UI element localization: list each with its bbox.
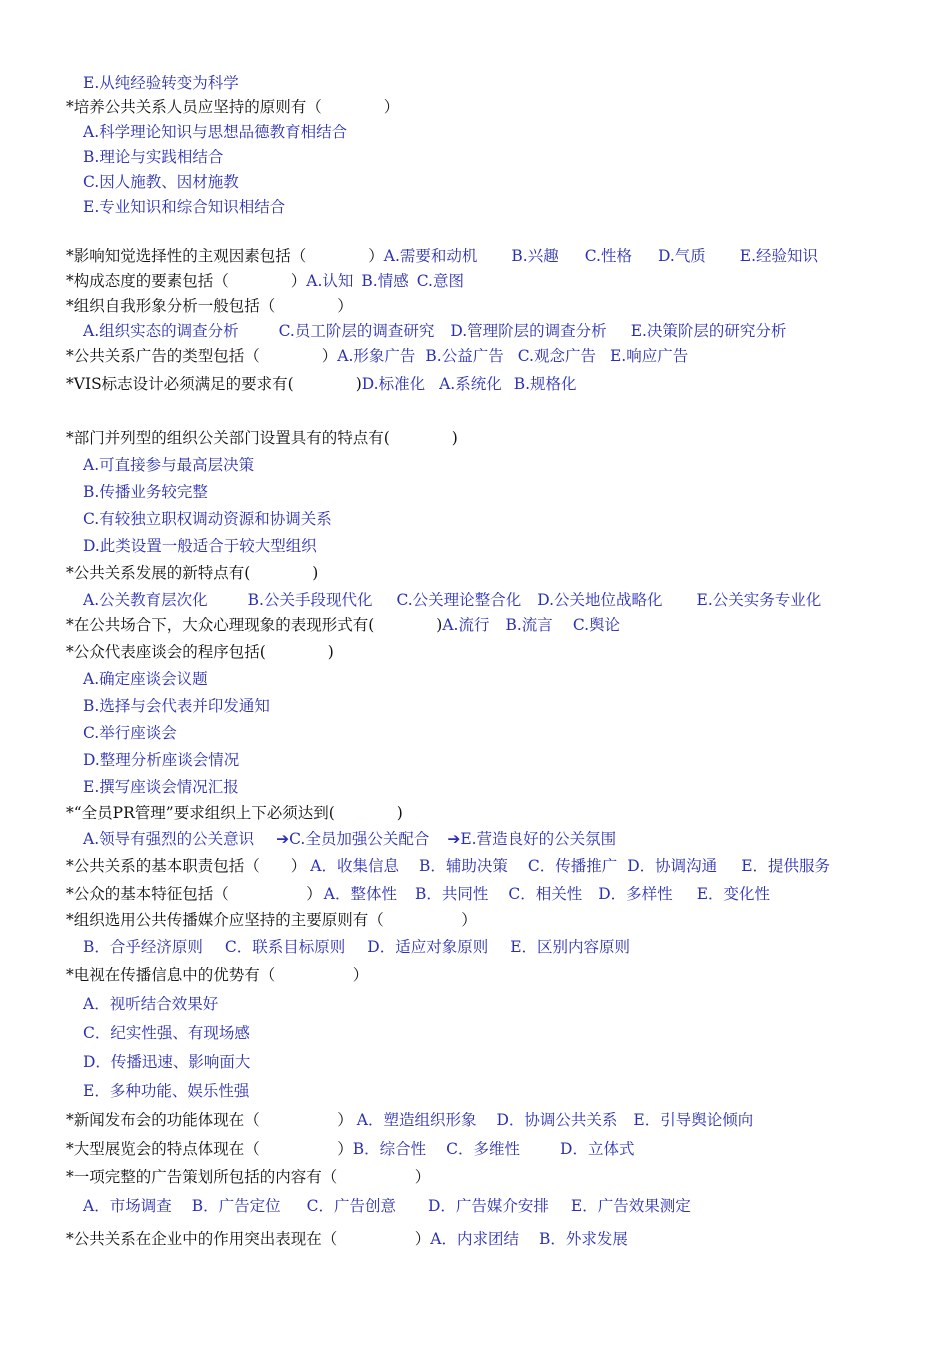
answer-option: A.可直接参与最高层决策 [83, 456, 255, 474]
question-text: *构成态度的要素包括（ ） [66, 272, 307, 290]
text-line [83, 509, 332, 529]
answer-option: E．引导舆论倾向 [633, 1111, 754, 1129]
answer-option: A.确定座谈会议题 [83, 670, 208, 688]
answer-option: A.公关教育层次化 [83, 591, 208, 609]
text-line [83, 723, 177, 743]
text-line [83, 750, 239, 770]
answer-option: E．变化性 [696, 885, 771, 903]
question-text: *在公共场合下，大众心理现象的表现形式有( ) [66, 616, 443, 634]
question-text: *公共关系在企业中的作用突出表现在（ ） [66, 1230, 431, 1248]
question-text: *“全员PR管理”要求组织上下必须达到( ) [66, 804, 403, 822]
answer-option: E.公关实务专业化 [696, 591, 822, 609]
text-line [83, 147, 223, 167]
text-line [83, 937, 630, 957]
answer-option: C．联系目标原则 [224, 938, 346, 956]
question-text: *公共关系发展的新特点有( ) [66, 564, 319, 582]
text-line [66, 271, 464, 291]
text-line [83, 536, 317, 556]
text-line [83, 122, 347, 142]
answer-option: B.兴趣 [511, 247, 559, 265]
text-line [83, 73, 239, 93]
text-line [66, 296, 353, 316]
text-line [66, 346, 688, 366]
text-line [66, 246, 818, 266]
answer-option: D．广告媒介安排 [427, 1197, 549, 1215]
answer-option: B.情感 [361, 272, 409, 290]
answer-option: C.公关理论整合化 [396, 591, 522, 609]
question-text: *公众的基本特征包括（ ） [66, 885, 322, 903]
answer-option: E．多种功能、娱乐性强 [83, 1082, 250, 1100]
answer-option: A.形象广告 [337, 347, 416, 365]
answer-option: B.理论与实践相结合 [83, 148, 224, 166]
answer-option: E.决策阶层的研究分析 [630, 322, 787, 340]
answer-option: A．市场调查 [83, 1197, 172, 1215]
answer-option: A.科学理论知识与思想品德教育相结合 [83, 123, 348, 141]
question-text: *公共关系广告的类型包括（ ） [66, 347, 338, 365]
answer-option: D．立体式 [560, 1140, 635, 1158]
text-line [66, 803, 403, 823]
answer-option: A.组织实态的调查分析 [83, 322, 239, 340]
answer-option: D.管理阶层的调查分析 [450, 322, 607, 340]
answer-option: B．广告定位 [191, 1197, 281, 1215]
answer-option: B.公关手段现代化 [247, 591, 373, 609]
answer-option: C．传播推广 [527, 857, 618, 875]
answer-option: C.舆论 [572, 616, 621, 634]
answer-option: B.规格化 [513, 375, 577, 393]
answer-option: A．收集信息 [310, 857, 399, 875]
answer-option: B．综合性 [352, 1140, 427, 1158]
answer-option: E．广告效果测定 [570, 1197, 691, 1215]
text-line [83, 455, 254, 475]
answer-option: B．合乎经济原则 [83, 938, 203, 956]
answer-option: A.系统化 [439, 375, 502, 393]
answer-option: E.经验知识 [739, 247, 819, 265]
text-line [83, 1023, 250, 1043]
answer-option: A．整体性 [323, 885, 397, 903]
answer-option: C.因人施教、因材施教 [83, 173, 239, 191]
answer-option: C.观念广告 [517, 347, 596, 365]
answer-option: C．多维性 [446, 1140, 521, 1158]
question-text: *大型展览会的特点体现在（ ） [66, 1140, 353, 1158]
text-line [66, 910, 477, 930]
text-line [83, 696, 270, 716]
text-line [83, 777, 239, 797]
text-line [66, 884, 770, 904]
question-text: *组织选用公共传播媒介应坚持的主要原则有（ ） [66, 911, 477, 929]
answer-option: C.举行座谈会 [83, 724, 177, 742]
answer-option: A.认知 [306, 272, 354, 290]
answer-option: B.流言 [505, 616, 553, 634]
answer-option: D．适应对象原则 [367, 938, 489, 956]
text-line [83, 482, 208, 502]
question-text: *公众代表座谈会的程序包括( ) [66, 643, 334, 661]
text-line [66, 1110, 753, 1130]
answer-option: D．协调公共关系 [496, 1111, 618, 1129]
answer-option: A．视听结合效果好 [83, 995, 219, 1013]
answer-option: B.传播业务较完整 [83, 483, 208, 501]
answer-option: B.选择与会代表并印发通知 [83, 697, 270, 715]
answer-option: ➔C.全员加强公关配合 [276, 830, 430, 848]
text-line [83, 669, 208, 689]
question-text: *培养公共关系人员应坚持的原则有（ ） [66, 98, 400, 116]
answer-option: A.需要和动机 [383, 247, 478, 265]
answer-option: B．共同性 [414, 885, 489, 903]
answer-option: ➔E.营造良好的公关氛围 [447, 830, 617, 848]
text-line [66, 1167, 430, 1187]
answer-option: E．提供服务 [741, 857, 831, 875]
answer-option: D.气质 [657, 247, 706, 265]
answer-option: C．广告创意 [306, 1197, 396, 1215]
text-line [83, 1081, 249, 1101]
answer-option: A.领导有强烈的公关意识 [83, 830, 255, 848]
answer-option: D．协调沟通 [627, 857, 718, 875]
answer-option: E.撰写座谈会情况汇报 [83, 778, 239, 796]
text-line [66, 642, 334, 662]
text-line [83, 1052, 250, 1072]
text-line [66, 428, 458, 448]
text-line [66, 856, 830, 876]
text-line [83, 829, 616, 849]
answer-option: C．相关性 [508, 885, 583, 903]
text-line [83, 994, 218, 1014]
answer-option: C.性格 [584, 247, 632, 265]
text-line [66, 1139, 634, 1159]
answer-option: B．辅助决策 [418, 857, 508, 875]
answer-option: D．多样性 [598, 885, 673, 903]
answer-option: B．外求发展 [538, 1230, 628, 1248]
text-line [83, 172, 239, 192]
question-text: *新闻发布会的功能体现在（ ） [66, 1111, 353, 1129]
text-line [66, 563, 318, 583]
answer-option: C.员工阶层的调查研究 [278, 322, 435, 340]
answer-option: D.整理分析座谈会情况 [83, 751, 240, 769]
answer-option: D.此类设置一般适合于较大型组织 [83, 537, 317, 555]
text-line [66, 1229, 628, 1249]
text-line [83, 321, 786, 341]
question-text: *部门并列型的组织公关部门设置具有的特点有( ) [66, 429, 458, 447]
answer-option: D.标准化 [361, 375, 426, 393]
answer-option: E.专业知识和综合知识相结合 [83, 198, 286, 216]
text-line [83, 590, 821, 610]
question-text: *影响知觉选择性的主观因素包括（ ） [66, 247, 384, 265]
text-line [66, 965, 368, 985]
text-line [66, 374, 577, 394]
answer-option: D.公关地位战略化 [537, 591, 663, 609]
text-line [83, 197, 285, 217]
answer-option: C．纪实性强、有现场感 [83, 1024, 250, 1042]
answer-option: E．区别内容原则 [510, 938, 631, 956]
question-text: *电视在传播信息中的优势有（ ） [66, 966, 369, 984]
answer-option: A.流行 [442, 616, 490, 634]
text-line [83, 1196, 691, 1216]
answer-option: E.响应广告 [609, 347, 689, 365]
question-text: *VIS标志设计必须满足的要求有( ) [66, 375, 362, 393]
text-line [66, 615, 620, 635]
answer-option: C.意图 [416, 272, 464, 290]
answer-option: E.从纯经验转变为科学 [83, 74, 239, 92]
answer-option: A．内求团结 [430, 1230, 519, 1248]
question-text: *组织自我形象分析一般包括（ ） [66, 297, 353, 315]
answer-option: B.公益广告 [425, 347, 504, 365]
question-text: *一项完整的广告策划所包括的内容有（ ） [66, 1168, 431, 1186]
answer-option: C.有较独立职权调动资源和协调关系 [83, 510, 332, 528]
answer-option: A．塑造组织形象 [356, 1111, 477, 1129]
text-line [66, 97, 399, 117]
answer-option: D．传播迅速、影响面大 [83, 1053, 251, 1071]
question-text: *公共关系的基本职责包括（ ） [66, 857, 307, 875]
